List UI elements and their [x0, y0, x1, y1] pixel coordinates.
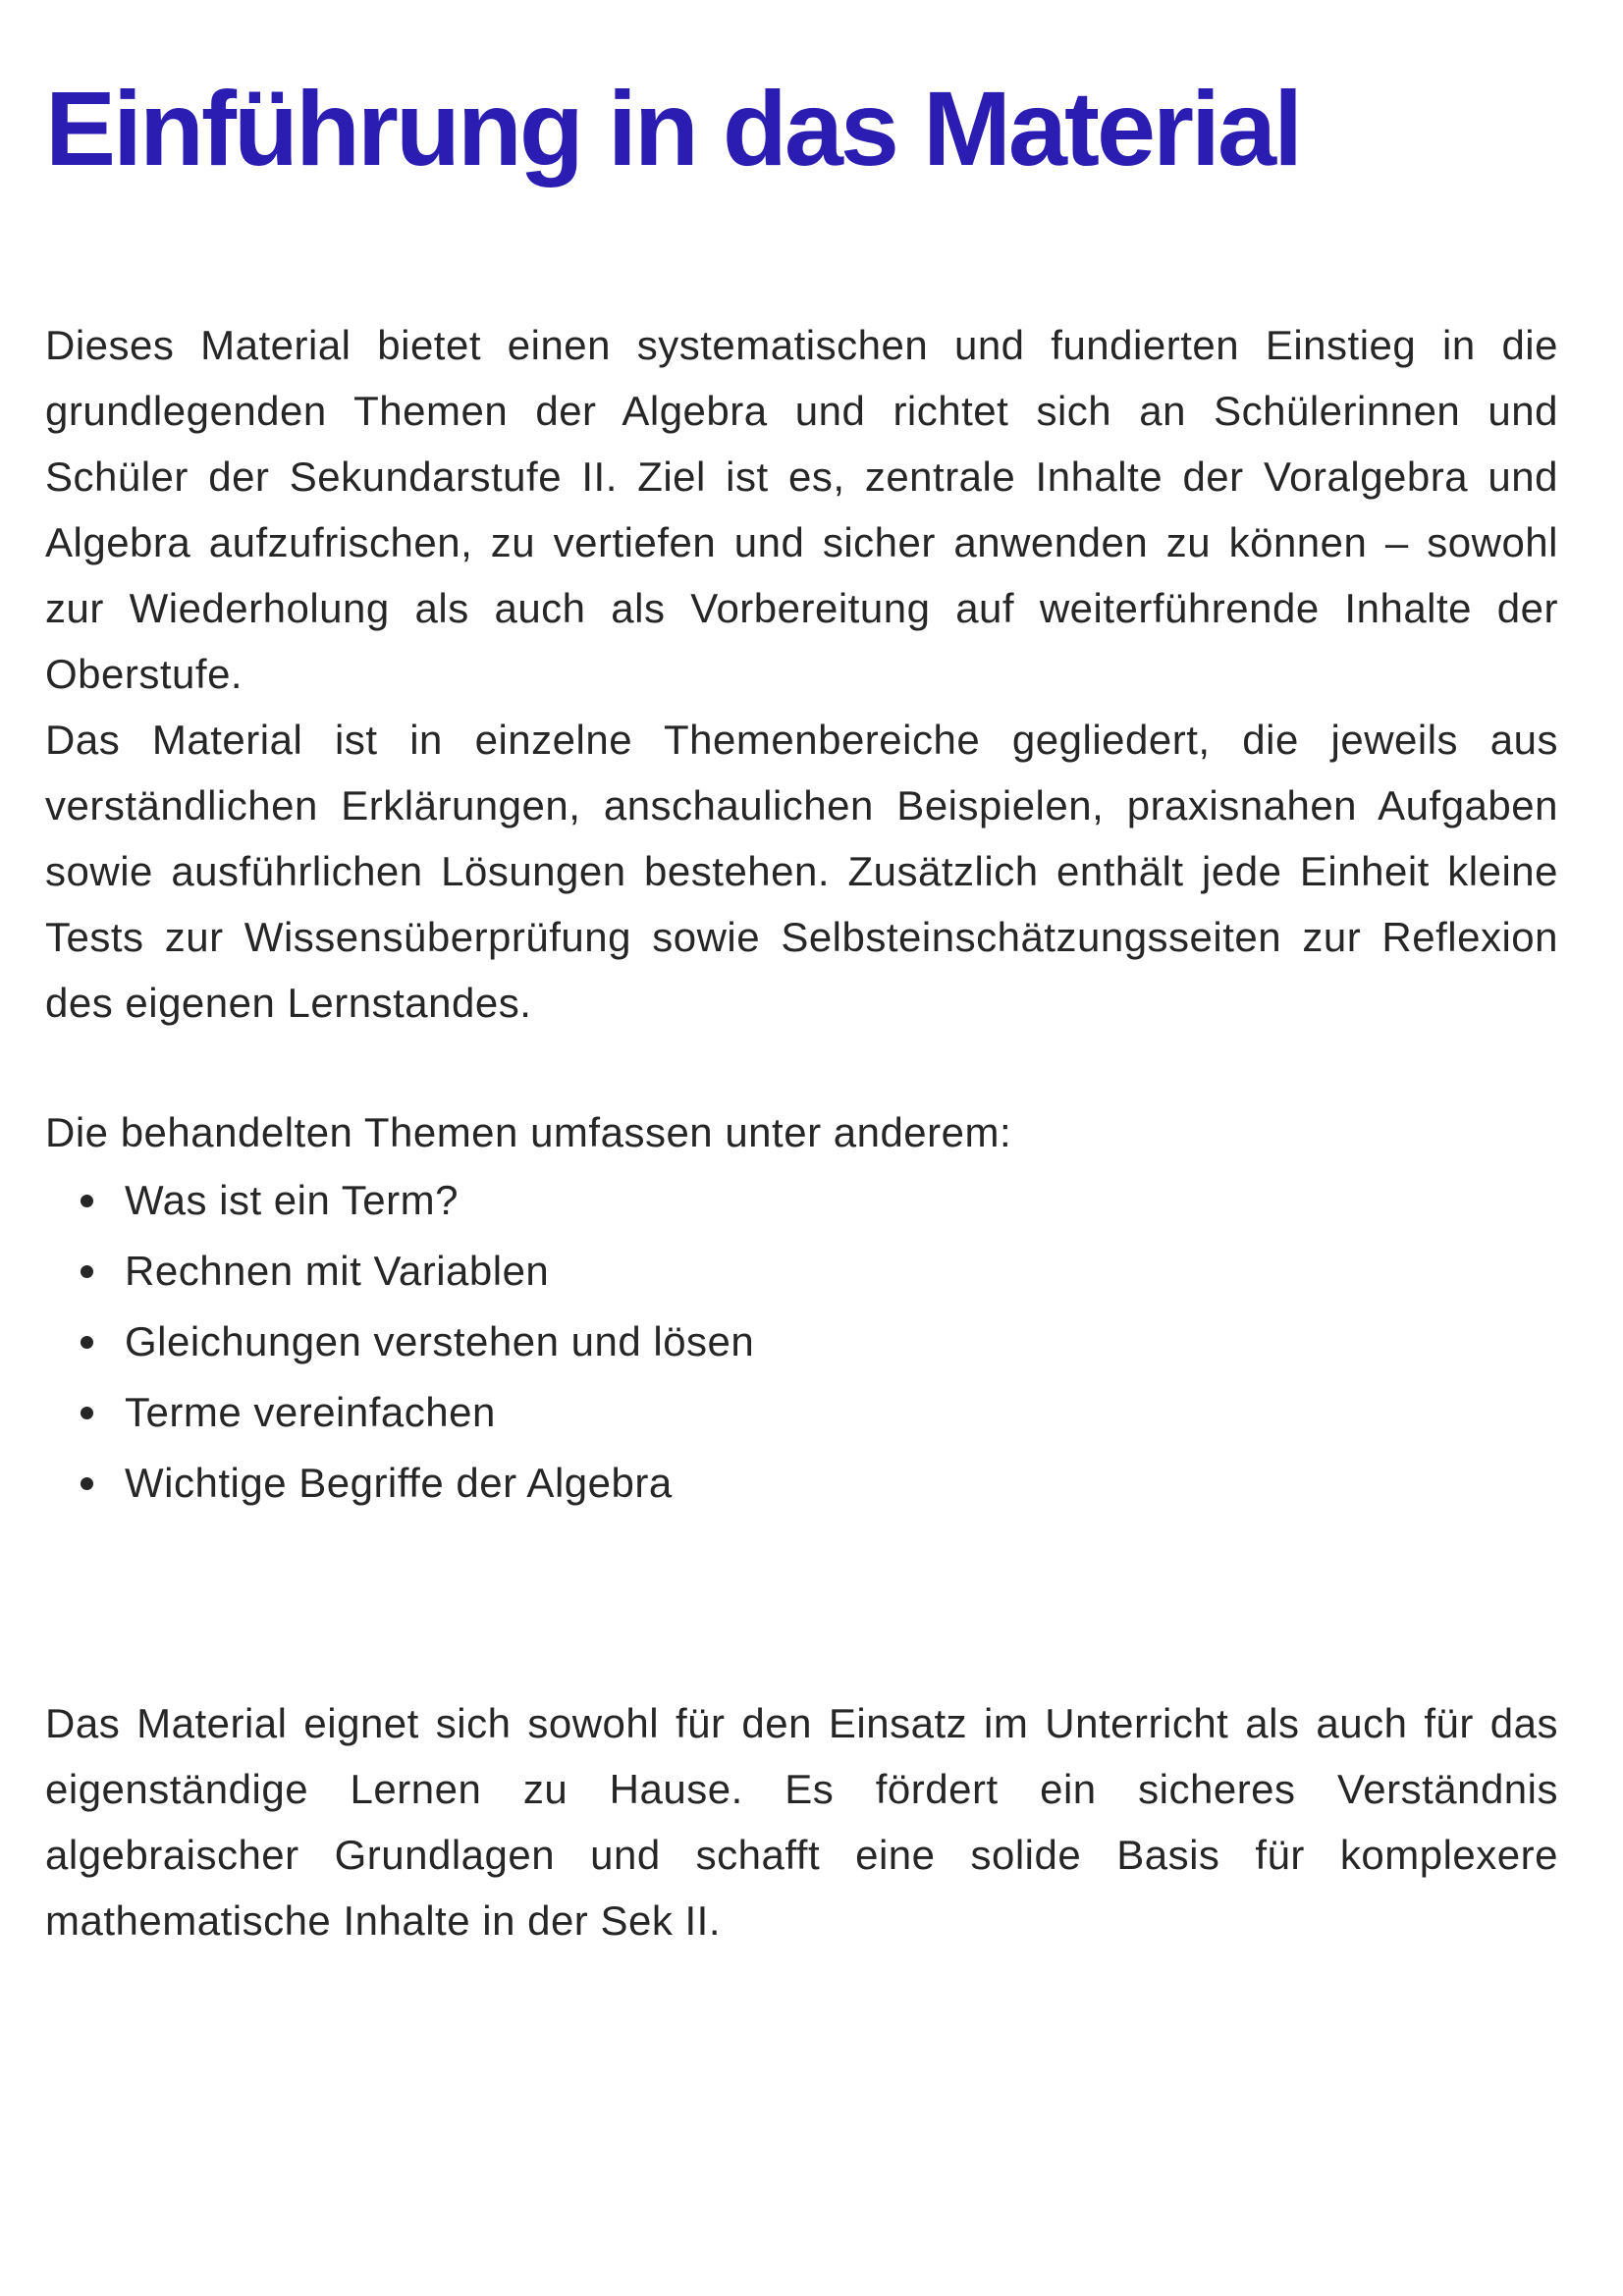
list-item [45, 1307, 1558, 1377]
bullet-dot-icon [81, 1477, 93, 1490]
intro-paragraph-2: Das Material ist in einzelne Themenbereiche gegliedert, die jeweils aus verständlichen Erklärungen, anschaulichen Beispielen, praxisnahen Aufgaben sowie ausführlichen Lösungen bestehen. Zusätzlich enthält jede Einheit kleine Tests zur Wissensüberprüfung sowie Selbsteinschätzungsseiten zur Reflexion des eigenen Lernstandes. [45, 716, 1558, 1026]
topics-list [45, 1165, 1558, 1519]
list-item-label: Gleichungen verstehen und lösen [125, 1317, 755, 1364]
list-item-label: Rechnen mit Variablen [125, 1247, 550, 1294]
bullet-dot-icon [81, 1195, 93, 1207]
list-item-label: Wichtige Begriffe der Algebra [125, 1459, 673, 1506]
page-title: Einführung in das Material [45, 69, 1301, 187]
outro-paragraph: Das Material eignet sich sowohl für den Einsatz im Unterricht als auch für das eigenständige Lernen zu Hause. Es fördert ein sicheres Verständnis algebraischer Grundlagen und schafft eine solide Basis für komplexere mathematische Inhalte in der Sek II. [45, 1699, 1558, 1944]
list-item [45, 1448, 1558, 1519]
list-item-label: Was ist ein Term? [125, 1176, 459, 1223]
list-item [45, 1165, 1558, 1236]
bullet-dot-icon [81, 1336, 93, 1349]
intro-paragraph-1: Dieses Material bietet einen systematischen und fundierten Einstieg in die grundlegenden Themen der Algebra und richtet sich an Schülerinnen und Schüler der Sekundarstufe II. Ziel ist es, zentrale Inhalte der Voralgebra und Algebra aufzufrischen, zu vertiefen und sicher anwenden zu können – sowohl zur Wiederholung als auch als Vorbereitung auf weiterführende Inhalte der Oberstufe. [45, 321, 1558, 697]
list-item [45, 1377, 1558, 1448]
topics-heading: Die behandelten Themen umfassen unter anderem: [45, 1108, 1012, 1155]
list-item [45, 1236, 1558, 1307]
list-item-label: Terme vereinfachen [125, 1388, 496, 1435]
bullet-dot-icon [81, 1407, 93, 1419]
bullet-dot-icon [81, 1265, 93, 1278]
